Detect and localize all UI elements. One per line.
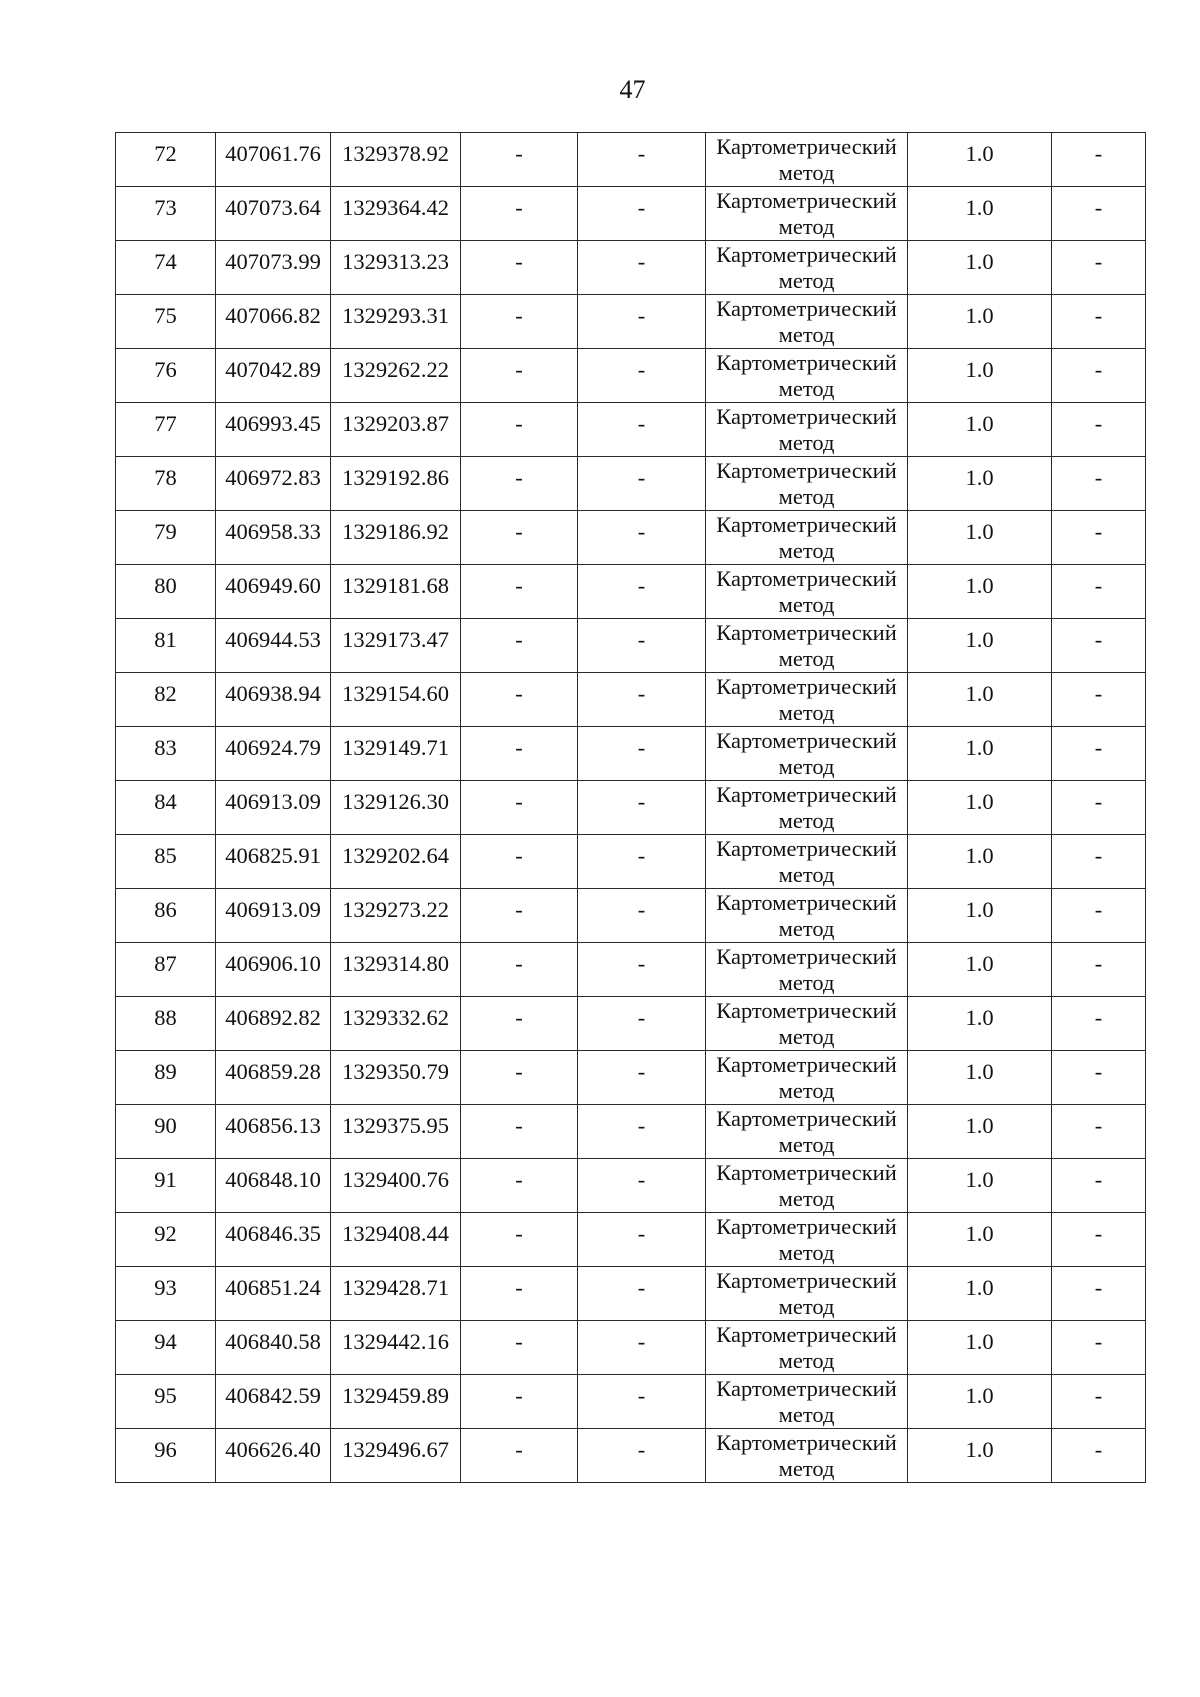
table-row bbox=[116, 997, 1146, 1051]
method-line-1: Картометрический bbox=[716, 512, 897, 537]
method-cell bbox=[706, 1429, 908, 1483]
accuracy-cell: 1.0 bbox=[908, 133, 1052, 187]
table-row bbox=[116, 1429, 1146, 1483]
point-number-cell: 87 bbox=[116, 943, 216, 997]
column-4-cell: - bbox=[461, 457, 578, 511]
column-5-cell: - bbox=[578, 673, 706, 727]
method-line-1: Картометрический bbox=[716, 1322, 897, 1347]
method-cell bbox=[706, 349, 908, 403]
column-8-cell: - bbox=[1052, 403, 1146, 457]
method-line-1: Картометрический bbox=[716, 1160, 897, 1185]
method-line-1: Картометрический bbox=[716, 296, 897, 321]
column-4-cell: - bbox=[461, 619, 578, 673]
x-coordinate-cell: 406938.94 bbox=[216, 673, 331, 727]
accuracy-cell: 1.0 bbox=[908, 349, 1052, 403]
method-line-1: Картометрический bbox=[716, 782, 897, 807]
accuracy-cell: 1.0 bbox=[908, 403, 1052, 457]
table-row bbox=[116, 1051, 1146, 1105]
method-line-2: метод bbox=[778, 322, 835, 347]
method-line-2: метод bbox=[778, 1456, 835, 1481]
x-coordinate-cell: 407042.89 bbox=[216, 349, 331, 403]
y-coordinate-cell: 1329154.60 bbox=[331, 673, 461, 727]
method-line-1: Картометрический bbox=[716, 890, 897, 915]
table-row bbox=[116, 457, 1146, 511]
method-cell bbox=[706, 241, 908, 295]
column-4-cell: - bbox=[461, 403, 578, 457]
method-line-2: метод bbox=[778, 700, 835, 725]
column-5-cell: - bbox=[578, 835, 706, 889]
point-number-cell: 82 bbox=[116, 673, 216, 727]
method-line-1: Картометрический bbox=[716, 350, 897, 375]
y-coordinate-cell: 1329314.80 bbox=[331, 943, 461, 997]
column-5-cell: - bbox=[578, 295, 706, 349]
table-row bbox=[116, 187, 1146, 241]
column-4-cell: - bbox=[461, 889, 578, 943]
y-coordinate-cell: 1329428.71 bbox=[331, 1267, 461, 1321]
table-row bbox=[116, 673, 1146, 727]
y-coordinate-cell: 1329192.86 bbox=[331, 457, 461, 511]
method-line-1: Картометрический bbox=[716, 566, 897, 591]
y-coordinate-cell: 1329262.22 bbox=[331, 349, 461, 403]
table-row bbox=[116, 403, 1146, 457]
method-line-2: метод bbox=[778, 268, 835, 293]
accuracy-cell: 1.0 bbox=[908, 673, 1052, 727]
column-8-cell: - bbox=[1052, 835, 1146, 889]
x-coordinate-cell: 407066.82 bbox=[216, 295, 331, 349]
column-8-cell: - bbox=[1052, 943, 1146, 997]
column-4-cell: - bbox=[461, 349, 578, 403]
table-row bbox=[116, 1105, 1146, 1159]
method-line-1: Картометрический bbox=[716, 134, 897, 159]
method-cell bbox=[706, 997, 908, 1051]
accuracy-cell: 1.0 bbox=[908, 997, 1052, 1051]
column-5-cell: - bbox=[578, 349, 706, 403]
column-8-cell: - bbox=[1052, 511, 1146, 565]
column-8-cell: - bbox=[1052, 781, 1146, 835]
method-line-2: метод bbox=[778, 862, 835, 887]
column-4-cell: - bbox=[461, 781, 578, 835]
table-row bbox=[116, 295, 1146, 349]
x-coordinate-cell: 406851.24 bbox=[216, 1267, 331, 1321]
point-number-cell: 86 bbox=[116, 889, 216, 943]
column-8-cell: - bbox=[1052, 1429, 1146, 1483]
point-number-cell: 74 bbox=[116, 241, 216, 295]
accuracy-cell: 1.0 bbox=[908, 781, 1052, 835]
column-5-cell: - bbox=[578, 241, 706, 295]
point-number-cell: 79 bbox=[116, 511, 216, 565]
accuracy-cell: 1.0 bbox=[908, 889, 1052, 943]
table-row bbox=[116, 1321, 1146, 1375]
method-cell bbox=[706, 781, 908, 835]
x-coordinate-cell: 406626.40 bbox=[216, 1429, 331, 1483]
y-coordinate-cell: 1329400.76 bbox=[331, 1159, 461, 1213]
x-coordinate-cell: 406892.82 bbox=[216, 997, 331, 1051]
x-coordinate-cell: 406856.13 bbox=[216, 1105, 331, 1159]
method-cell bbox=[706, 673, 908, 727]
column-5-cell: - bbox=[578, 1321, 706, 1375]
point-number-cell: 73 bbox=[116, 187, 216, 241]
y-coordinate-cell: 1329313.23 bbox=[331, 241, 461, 295]
column-8-cell: - bbox=[1052, 133, 1146, 187]
point-number-cell: 72 bbox=[116, 133, 216, 187]
y-coordinate-cell: 1329350.79 bbox=[331, 1051, 461, 1105]
point-number-cell: 84 bbox=[116, 781, 216, 835]
point-number-cell: 93 bbox=[116, 1267, 216, 1321]
method-line-2: метод bbox=[778, 160, 835, 185]
point-number-cell: 95 bbox=[116, 1375, 216, 1429]
column-8-cell: - bbox=[1052, 565, 1146, 619]
table-row bbox=[116, 349, 1146, 403]
method-line-1: Картометрический bbox=[716, 944, 897, 969]
method-cell bbox=[706, 403, 908, 457]
page-number: 47 bbox=[619, 75, 646, 104]
column-8-cell: - bbox=[1052, 1051, 1146, 1105]
column-5-cell: - bbox=[578, 133, 706, 187]
y-coordinate-cell: 1329126.30 bbox=[331, 781, 461, 835]
column-8-cell: - bbox=[1052, 187, 1146, 241]
table-row bbox=[116, 1375, 1146, 1429]
point-number-cell: 77 bbox=[116, 403, 216, 457]
method-line-1: Картометрический bbox=[716, 458, 897, 483]
method-cell bbox=[706, 1051, 908, 1105]
column-8-cell: - bbox=[1052, 457, 1146, 511]
column-4-cell: - bbox=[461, 565, 578, 619]
method-line-2: метод bbox=[778, 484, 835, 509]
accuracy-cell: 1.0 bbox=[908, 511, 1052, 565]
column-4-cell: - bbox=[461, 997, 578, 1051]
x-coordinate-cell: 406949.60 bbox=[216, 565, 331, 619]
method-line-2: метод bbox=[778, 538, 835, 563]
point-number-cell: 96 bbox=[116, 1429, 216, 1483]
y-coordinate-cell: 1329378.92 bbox=[331, 133, 461, 187]
method-line-1: Картометрический bbox=[716, 836, 897, 861]
column-5-cell: - bbox=[578, 1429, 706, 1483]
y-coordinate-cell: 1329442.16 bbox=[331, 1321, 461, 1375]
method-line-1: Картометрический bbox=[716, 620, 897, 645]
accuracy-cell: 1.0 bbox=[908, 835, 1052, 889]
x-coordinate-cell: 406972.83 bbox=[216, 457, 331, 511]
point-number-cell: 94 bbox=[116, 1321, 216, 1375]
point-number-cell: 78 bbox=[116, 457, 216, 511]
table-row bbox=[116, 1213, 1146, 1267]
column-5-cell: - bbox=[578, 187, 706, 241]
x-coordinate-cell: 406848.10 bbox=[216, 1159, 331, 1213]
y-coordinate-cell: 1329186.92 bbox=[331, 511, 461, 565]
x-coordinate-cell: 406913.09 bbox=[216, 781, 331, 835]
method-line-2: метод bbox=[778, 1078, 835, 1103]
column-8-cell: - bbox=[1052, 349, 1146, 403]
table-row bbox=[116, 1159, 1146, 1213]
method-line-1: Картометрический bbox=[716, 1268, 897, 1293]
x-coordinate-cell: 406842.59 bbox=[216, 1375, 331, 1429]
x-coordinate-cell: 406913.09 bbox=[216, 889, 331, 943]
table-row bbox=[116, 1267, 1146, 1321]
point-number-cell: 80 bbox=[116, 565, 216, 619]
column-4-cell: - bbox=[461, 187, 578, 241]
accuracy-cell: 1.0 bbox=[908, 943, 1052, 997]
method-line-2: метод bbox=[778, 430, 835, 455]
x-coordinate-cell: 406944.53 bbox=[216, 619, 331, 673]
column-8-cell: - bbox=[1052, 889, 1146, 943]
table-row bbox=[116, 835, 1146, 889]
y-coordinate-cell: 1329375.95 bbox=[331, 1105, 461, 1159]
point-number-cell: 89 bbox=[116, 1051, 216, 1105]
method-line-2: метод bbox=[778, 592, 835, 617]
column-4-cell: - bbox=[461, 673, 578, 727]
method-line-1: Картометрический bbox=[716, 188, 897, 213]
method-cell bbox=[706, 835, 908, 889]
column-5-cell: - bbox=[578, 889, 706, 943]
column-4-cell: - bbox=[461, 727, 578, 781]
method-cell bbox=[706, 1375, 908, 1429]
point-number-cell: 81 bbox=[116, 619, 216, 673]
point-number-cell: 75 bbox=[116, 295, 216, 349]
x-coordinate-cell: 406846.35 bbox=[216, 1213, 331, 1267]
column-5-cell: - bbox=[578, 403, 706, 457]
column-8-cell: - bbox=[1052, 1321, 1146, 1375]
column-5-cell: - bbox=[578, 511, 706, 565]
method-cell bbox=[706, 511, 908, 565]
coordinates-table bbox=[115, 132, 1146, 1483]
y-coordinate-cell: 1329332.62 bbox=[331, 997, 461, 1051]
column-4-cell: - bbox=[461, 1429, 578, 1483]
method-line-1: Картометрический bbox=[716, 728, 897, 753]
table-row bbox=[116, 943, 1146, 997]
column-5-cell: - bbox=[578, 1375, 706, 1429]
accuracy-cell: 1.0 bbox=[908, 1051, 1052, 1105]
method-line-1: Картометрический bbox=[716, 1376, 897, 1401]
column-8-cell: - bbox=[1052, 1267, 1146, 1321]
method-line-1: Картометрический bbox=[716, 404, 897, 429]
table-row bbox=[116, 727, 1146, 781]
method-line-2: метод bbox=[778, 1240, 835, 1265]
column-5-cell: - bbox=[578, 1159, 706, 1213]
column-4-cell: - bbox=[461, 241, 578, 295]
column-8-cell: - bbox=[1052, 295, 1146, 349]
y-coordinate-cell: 1329202.64 bbox=[331, 835, 461, 889]
column-8-cell: - bbox=[1052, 241, 1146, 295]
method-cell bbox=[706, 889, 908, 943]
y-coordinate-cell: 1329293.31 bbox=[331, 295, 461, 349]
method-line-2: метод bbox=[778, 646, 835, 671]
accuracy-cell: 1.0 bbox=[908, 1213, 1052, 1267]
method-line-1: Картометрический bbox=[716, 1106, 897, 1131]
method-cell bbox=[706, 565, 908, 619]
x-coordinate-cell: 406958.33 bbox=[216, 511, 331, 565]
accuracy-cell: 1.0 bbox=[908, 727, 1052, 781]
method-cell bbox=[706, 133, 908, 187]
y-coordinate-cell: 1329496.67 bbox=[331, 1429, 461, 1483]
column-5-cell: - bbox=[578, 565, 706, 619]
method-line-1: Картометрический bbox=[716, 674, 897, 699]
column-8-cell: - bbox=[1052, 1213, 1146, 1267]
accuracy-cell: 1.0 bbox=[908, 1267, 1052, 1321]
column-8-cell: - bbox=[1052, 673, 1146, 727]
accuracy-cell: 1.0 bbox=[908, 1375, 1052, 1429]
column-8-cell: - bbox=[1052, 1159, 1146, 1213]
method-cell bbox=[706, 1267, 908, 1321]
column-4-cell: - bbox=[461, 1267, 578, 1321]
table-row bbox=[116, 133, 1146, 187]
accuracy-cell: 1.0 bbox=[908, 187, 1052, 241]
column-5-cell: - bbox=[578, 1105, 706, 1159]
method-cell bbox=[706, 943, 908, 997]
method-cell bbox=[706, 1321, 908, 1375]
method-line-2: метод bbox=[778, 970, 835, 995]
method-line-2: метод bbox=[778, 808, 835, 833]
point-number-cell: 90 bbox=[116, 1105, 216, 1159]
accuracy-cell: 1.0 bbox=[908, 457, 1052, 511]
method-cell bbox=[706, 187, 908, 241]
x-coordinate-cell: 406924.79 bbox=[216, 727, 331, 781]
column-5-cell: - bbox=[578, 1213, 706, 1267]
method-line-2: метод bbox=[778, 376, 835, 401]
column-5-cell: - bbox=[578, 943, 706, 997]
column-5-cell: - bbox=[578, 781, 706, 835]
column-5-cell: - bbox=[578, 619, 706, 673]
point-number-cell: 91 bbox=[116, 1159, 216, 1213]
x-coordinate-cell: 407061.76 bbox=[216, 133, 331, 187]
method-line-1: Картометрический bbox=[716, 242, 897, 267]
column-5-cell: - bbox=[578, 1267, 706, 1321]
method-cell bbox=[706, 457, 908, 511]
y-coordinate-cell: 1329273.22 bbox=[331, 889, 461, 943]
point-number-cell: 85 bbox=[116, 835, 216, 889]
point-number-cell: 88 bbox=[116, 997, 216, 1051]
table-row bbox=[116, 889, 1146, 943]
table-row bbox=[116, 511, 1146, 565]
method-line-2: метод bbox=[778, 754, 835, 779]
column-8-cell: - bbox=[1052, 1375, 1146, 1429]
y-coordinate-cell: 1329364.42 bbox=[331, 187, 461, 241]
column-4-cell: - bbox=[461, 1321, 578, 1375]
x-coordinate-cell: 406825.91 bbox=[216, 835, 331, 889]
method-line-2: метод bbox=[778, 1294, 835, 1319]
y-coordinate-cell: 1329181.68 bbox=[331, 565, 461, 619]
column-8-cell: - bbox=[1052, 619, 1146, 673]
point-number-cell: 76 bbox=[116, 349, 216, 403]
point-number-cell: 83 bbox=[116, 727, 216, 781]
point-number-cell: 92 bbox=[116, 1213, 216, 1267]
x-coordinate-cell: 406993.45 bbox=[216, 403, 331, 457]
accuracy-cell: 1.0 bbox=[908, 1159, 1052, 1213]
table-body bbox=[116, 133, 1146, 1483]
method-line-2: метод bbox=[778, 1402, 835, 1427]
column-5-cell: - bbox=[578, 727, 706, 781]
column-5-cell: - bbox=[578, 457, 706, 511]
accuracy-cell: 1.0 bbox=[908, 565, 1052, 619]
column-4-cell: - bbox=[461, 1105, 578, 1159]
x-coordinate-cell: 407073.99 bbox=[216, 241, 331, 295]
column-8-cell: - bbox=[1052, 727, 1146, 781]
method-line-2: метод bbox=[778, 214, 835, 239]
column-5-cell: - bbox=[578, 997, 706, 1051]
method-line-1: Картометрический bbox=[716, 1430, 897, 1455]
method-cell bbox=[706, 295, 908, 349]
table-row bbox=[116, 781, 1146, 835]
method-line-2: метод bbox=[778, 1132, 835, 1157]
method-cell bbox=[706, 1159, 908, 1213]
x-coordinate-cell: 406859.28 bbox=[216, 1051, 331, 1105]
column-4-cell: - bbox=[461, 1213, 578, 1267]
column-4-cell: - bbox=[461, 511, 578, 565]
method-cell bbox=[706, 1105, 908, 1159]
y-coordinate-cell: 1329408.44 bbox=[331, 1213, 461, 1267]
accuracy-cell: 1.0 bbox=[908, 1105, 1052, 1159]
table-row bbox=[116, 565, 1146, 619]
y-coordinate-cell: 1329173.47 bbox=[331, 619, 461, 673]
column-4-cell: - bbox=[461, 295, 578, 349]
x-coordinate-cell: 407073.64 bbox=[216, 187, 331, 241]
column-4-cell: - bbox=[461, 1051, 578, 1105]
y-coordinate-cell: 1329203.87 bbox=[331, 403, 461, 457]
table-row bbox=[116, 241, 1146, 295]
column-4-cell: - bbox=[461, 133, 578, 187]
y-coordinate-cell: 1329149.71 bbox=[331, 727, 461, 781]
method-line-2: метод bbox=[778, 1024, 835, 1049]
accuracy-cell: 1.0 bbox=[908, 619, 1052, 673]
accuracy-cell: 1.0 bbox=[908, 295, 1052, 349]
column-4-cell: - bbox=[461, 835, 578, 889]
method-cell bbox=[706, 727, 908, 781]
method-line-1: Картометрический bbox=[716, 1214, 897, 1239]
accuracy-cell: 1.0 bbox=[908, 1321, 1052, 1375]
method-cell bbox=[706, 1213, 908, 1267]
column-8-cell: - bbox=[1052, 1105, 1146, 1159]
method-line-1: Картометрический bbox=[716, 1052, 897, 1077]
x-coordinate-cell: 406906.10 bbox=[216, 943, 331, 997]
method-line-1: Картометрический bbox=[716, 998, 897, 1023]
column-8-cell: - bbox=[1052, 997, 1146, 1051]
accuracy-cell: 1.0 bbox=[908, 241, 1052, 295]
method-line-2: метод bbox=[778, 1348, 835, 1373]
column-5-cell: - bbox=[578, 1051, 706, 1105]
accuracy-cell: 1.0 bbox=[908, 1429, 1052, 1483]
column-4-cell: - bbox=[461, 1375, 578, 1429]
table-row bbox=[116, 619, 1146, 673]
column-4-cell: - bbox=[461, 943, 578, 997]
method-line-2: метод bbox=[778, 916, 835, 941]
method-line-2: метод bbox=[778, 1186, 835, 1211]
method-cell bbox=[706, 619, 908, 673]
x-coordinate-cell: 406840.58 bbox=[216, 1321, 331, 1375]
column-4-cell: - bbox=[461, 1159, 578, 1213]
y-coordinate-cell: 1329459.89 bbox=[331, 1375, 461, 1429]
